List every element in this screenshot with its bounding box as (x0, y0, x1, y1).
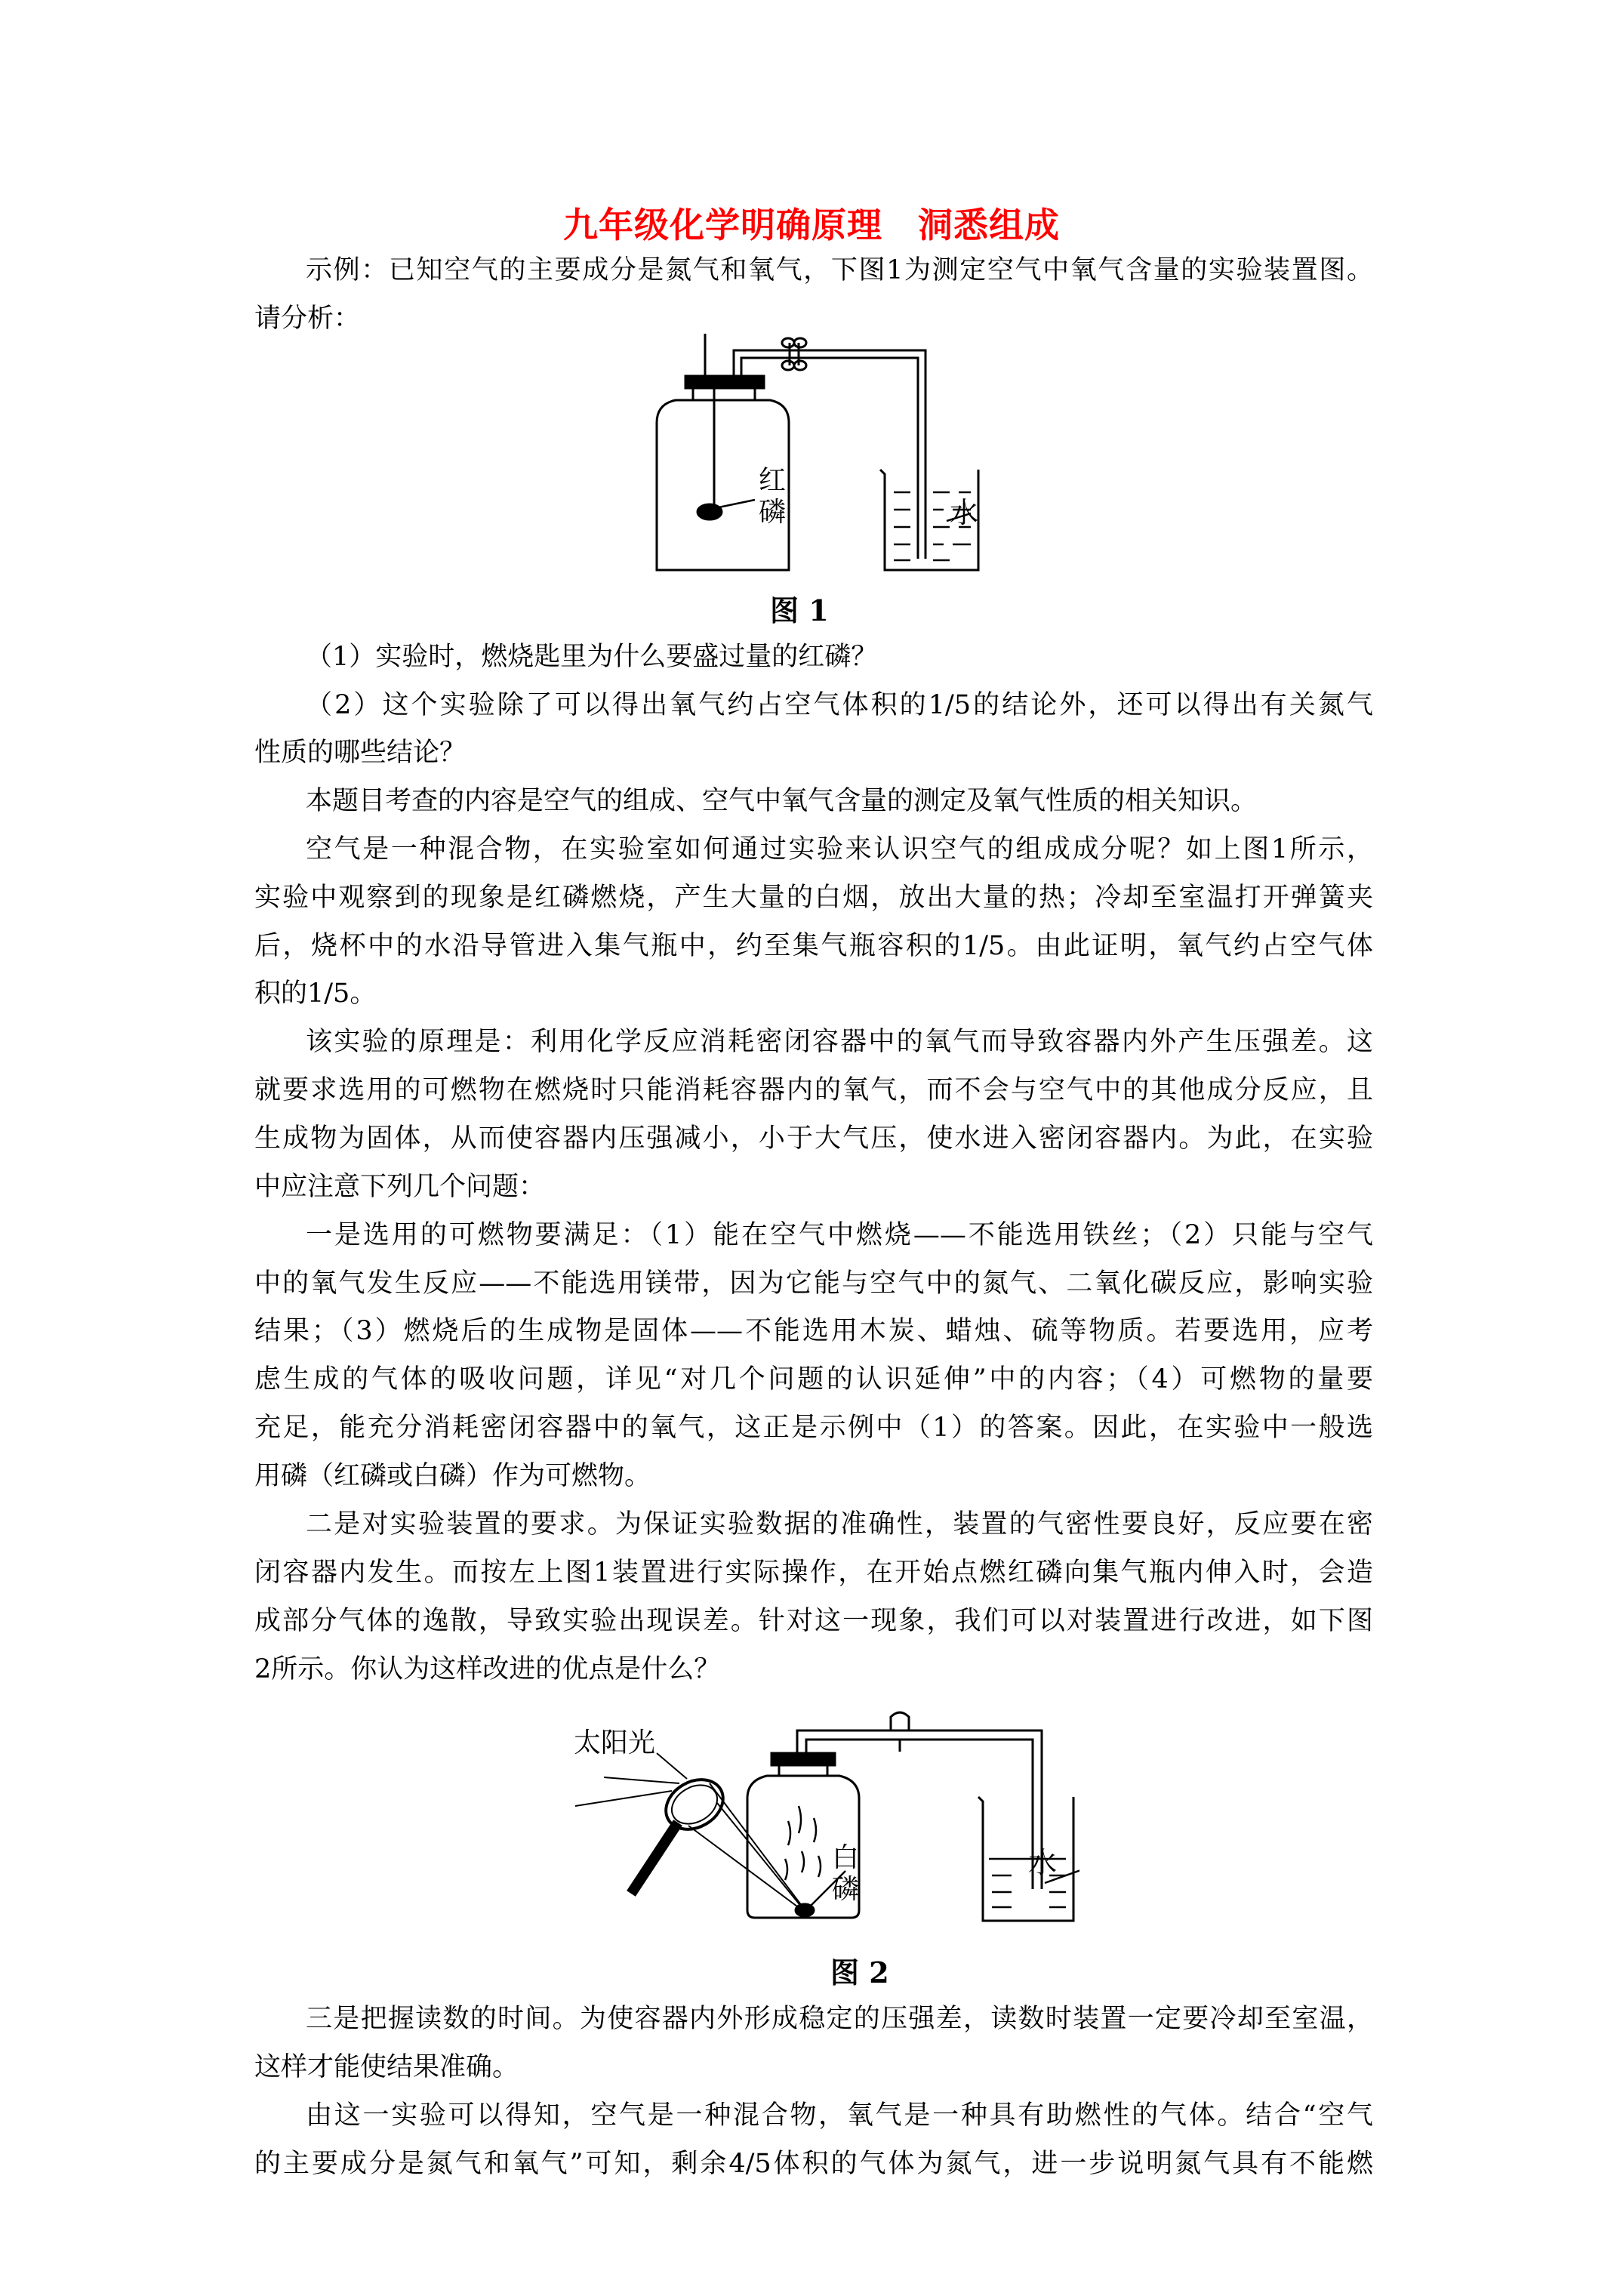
page-title: 九年级化学明确原理 洞悉组成 (563, 205, 1060, 245)
label-red-phosphorus-1: 红 (759, 465, 787, 496)
text-line: 中的氧气发生反应——不能选用镁带，因为它能与空气中的氮气、二氧化碳反应，影响实验 (254, 1268, 1373, 1299)
figure-1-caption: 图 1 (770, 593, 829, 627)
label-sunlight: 太阳光 (574, 1727, 656, 1758)
label-white-phosphorus-1: 白 (832, 1842, 860, 1873)
text-line: 成部分气体的逸散，导致实验出现误差。针对这一现象，我们可以对装置进行改进，如下图 (254, 1606, 1373, 1636)
label-water: 水 (950, 496, 979, 529)
figure-2-apparatus (559, 1708, 1079, 1942)
text-line: 就要求选用的可燃物在燃烧时只能消耗容器内的氧气，而不会与空气中的其他成分反应，且 (254, 1075, 1373, 1105)
text-line: 空气是一种混合物，在实验室如何通过实验来认识空气的组成成分呢？如上图1所示， (306, 834, 1373, 864)
text-line: 由这一实验可以得知，空气是一种混合物，氧气是一种具有助燃性的气体。结合“空气 (306, 2100, 1373, 2131)
text-line: 性质的哪些结论？ (254, 738, 467, 768)
label-water: 水 (1028, 1846, 1058, 1879)
text-line: 充足，能充分消耗密闭容器中的氧气，这正是示例中（1）的答案。因此，在实验中一般选 (254, 1413, 1373, 1443)
text-line: 这样才能使结果准确。 (254, 2052, 519, 2082)
text-line: 三是把握读数的时间。为使容器内外形成稳定的压强差，读数时装置一定要冷却至室温， (306, 2004, 1373, 2034)
text-line: 虑生成的气体的吸收问题，详见“对几个问题的认识延伸”中的内容；（4）可燃物的量要 (254, 1364, 1373, 1395)
text-line: 本题目考查的内容是空气的组成、空气中氧气含量的测定及氧气性质的相关知识。 (306, 786, 1258, 816)
text-line: 结果；（3）燃烧后的生成物是固体——不能选用木炭、蜡烛、硫等物质。若要选用，应考 (254, 1316, 1373, 1346)
text-line: 生成物为固体，从而使容器内压强减小，小于大气压，使水进入密闭容器内。为此，在实验 (254, 1123, 1373, 1154)
text-line: 用磷（红磷或白磷）作为可燃物。 (254, 1461, 651, 1491)
text-line: （1）实验时，燃烧匙里为什么要盛过量的红磷？ (306, 642, 878, 672)
text-line: 示例：已知空气的主要成分是氮气和氧气，下图1为测定空气中氧气含量的实验装置图。 (306, 255, 1373, 285)
text-line: 的主要成分是氮气和氧气”可知，剩余4/5体积的气体为氮气，进一步说明氮气具有不能燃 (254, 2149, 1373, 2179)
label-red-phosphorus-2: 磷 (759, 497, 787, 528)
text-line: 后，烧杯中的水沿导管进入集气瓶中，约至集气瓶容积的1/5。由此证明，氧气约占空气体 (254, 931, 1373, 961)
text-line: 闭容器内发生。而按左上图1装置进行实际操作，在开始点燃红磷向集气瓶内伸入时，会造 (254, 1558, 1373, 1588)
text-line: 该实验的原理是：利用化学反应消耗密闭容器中的氧气而导致容器内外产生压强差。这 (306, 1027, 1373, 1057)
figure-1-apparatus (642, 332, 989, 581)
text-line: 中应注意下列几个问题： (254, 1172, 546, 1202)
text-line: 二是对实验装置的要求。为保证实验数据的准确性，装置的气密性要良好，反应要在密 (306, 1509, 1373, 1539)
label-white-phosphorus-2: 磷 (832, 1874, 860, 1905)
text-line: 实验中观察到的现象是红磷燃烧，产生大量的白烟，放出大量的热；冷却至室温打开弹簧夹 (254, 883, 1373, 913)
text-line: 积的1/5。 (254, 978, 377, 1009)
text-line: 一是选用的可燃物要满足：（1）能在空气中燃烧——不能选用铁丝；（2）只能与空气 (306, 1220, 1373, 1250)
text-line: （2）这个实验除了可以得出氧气约占空气体积的1/5的结论外，还可以得出有关氮气 (306, 690, 1373, 720)
figure-2-caption: 图 2 (830, 1955, 889, 1989)
text-line: 2所示。你认为这样改进的优点是什么？ (254, 1654, 721, 1684)
text-line: 请分析： (254, 304, 361, 334)
